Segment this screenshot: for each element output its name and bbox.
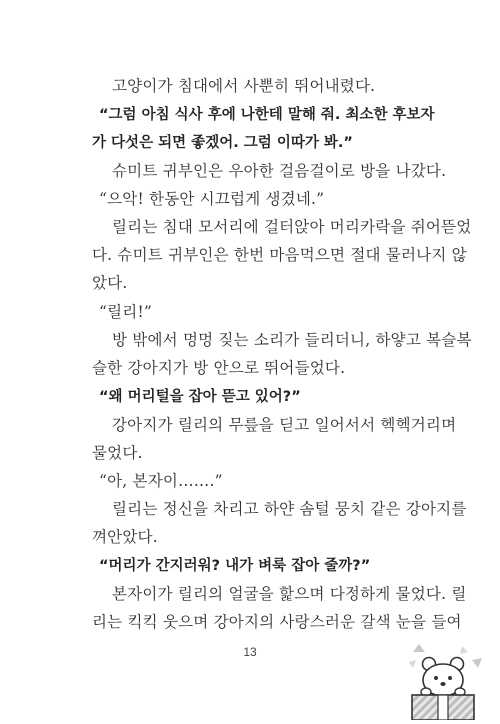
text-line: 본자이가 릴리의 얼굴을 핥으며 다정하게 물었다. 릴 — [112, 585, 467, 603]
text-line: 방 밖에서 멍멍 짖는 소리가 들리더니, 하얗고 복슬복 — [112, 331, 472, 349]
page-number: 13 — [243, 645, 257, 659]
dialogue-line: “릴리!” — [99, 303, 153, 321]
dialogue-line: “으악! 한동안 시끄럽게 생겼네.” — [99, 190, 325, 208]
dialogue-line: “그럼 아침 식사 후에 나한테 말해 줘. 최소한 후보자 — [99, 107, 435, 123]
bear-gift-box-icon — [404, 640, 490, 720]
text-line: 고양이가 침대에서 사뿐히 뛰어내렸다. — [112, 77, 376, 95]
text-line: 다. 슈미트 귀부인은 한번 마음먹으면 절대 물러나지 않 — [92, 246, 467, 264]
text-line: 리는 킥킥 웃으며 강아지의 사랑스러운 갈색 눈을 들여 — [92, 613, 462, 631]
text-line: 릴리는 침대 모서리에 걸터앉아 머리카락을 쥐어뜯었 — [112, 218, 472, 236]
dialogue-line: “머리가 간지러워? 내가 벼룩 잡아 줄까?” — [99, 558, 371, 574]
dialogue-line: “왜 머리털을 잡아 뜯고 있어?” — [99, 389, 301, 405]
text-line: 물었다. — [92, 444, 143, 462]
text-line: 릴리는 정신을 차리고 하얀 솜털 뭉치 같은 강아지를 — [112, 500, 467, 518]
text-line: 껴안았다. — [92, 528, 158, 546]
text-line: 강아지가 릴리의 무릎을 딛고 일어서서 헥헥거리며 — [112, 416, 457, 434]
text-line: 았다. — [92, 274, 128, 292]
text-line: 슈미트 귀부인은 우아한 걸음걸이로 방을 나갔다. — [112, 162, 447, 180]
dialogue-line: 가 다섯은 되면 좋겠어. 그럼 이따가 봐.” — [92, 135, 353, 151]
dialogue-line: “아, 본자이…….” — [99, 472, 223, 490]
text-line: 슬한 강아지가 방 안으로 뛰어들었다. — [92, 359, 346, 377]
